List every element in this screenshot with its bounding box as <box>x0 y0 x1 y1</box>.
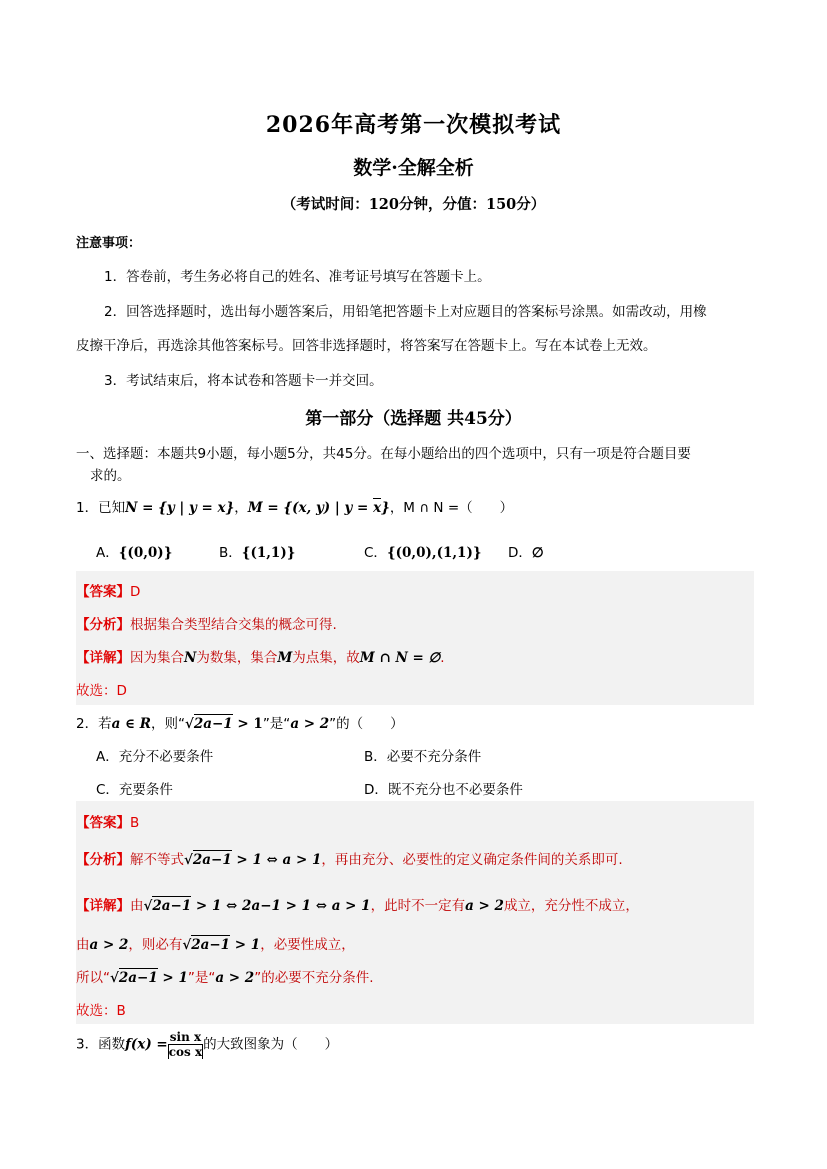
q2-condition-2: a > 2 <box>290 716 330 732</box>
q3-numerator: sin x <box>168 1030 203 1045</box>
q2-number: 2．若 <box>76 716 112 732</box>
section-intro-line-2: 求的。 <box>90 468 131 484</box>
q2-line2-expr: > 1 <box>230 937 261 953</box>
q1-detail-n: N <box>184 650 197 666</box>
page-subtitle: 数学·全解全析 <box>353 157 474 179</box>
q1-option-b-value: {(1,1)} <box>241 545 296 561</box>
q1-set-m-radical: x <box>373 500 382 516</box>
q1-detail-text-a: 因为集合 <box>130 650 184 666</box>
q1-detail-expr: M ∩ N = ∅ <box>359 650 441 666</box>
q2-detail-text-a: 由 <box>130 898 144 914</box>
q2-line2-text-b: ，则必有 <box>128 937 183 953</box>
q2-line2-radical: 2a−1 <box>191 937 231 953</box>
q1-option-a <box>96 541 172 561</box>
q1-choice-label: 故选： <box>76 683 117 699</box>
q1-number: 1．已知 <box>76 500 126 516</box>
q2-stem: 2．若a ∈ R，则“√2a−1 > 1”是“a > 2”的（ ） <box>76 716 404 732</box>
q2-detail-text-b: ，此时不一定有 <box>370 898 466 914</box>
q1-answer <box>76 580 140 600</box>
q2-analysis-text-b: ，再由充分、必要性的定义确定条件间的关系即可. <box>321 852 623 868</box>
q1-analysis <box>76 613 337 633</box>
q1-option-a-label: A． <box>96 545 119 561</box>
q2-detail-line-2: 由a > 2，则必有√2a−1 > 1，必要性成立， <box>76 937 355 953</box>
q1-stem-end: ，M ∩ N =（ ） <box>389 500 514 516</box>
q2-option-a: A．充分不必要条件 <box>96 749 214 765</box>
q1-analysis-tag: 【分析】 <box>76 617 130 633</box>
q3-fraction <box>168 1030 203 1059</box>
q1-answer-tag: 【答案】 <box>76 584 130 600</box>
q1-detail-m: M <box>277 650 293 666</box>
q2-answer-value: B <box>130 815 140 831</box>
q1-detail-tag: 【详解】 <box>76 650 130 666</box>
q2-analysis-text-a: 解不等式 <box>130 852 184 868</box>
q2-line2-text-c: ，必要性成立， <box>260 937 355 953</box>
q2-analysis: 【分析】解不等式√2a−1 > 1 ⇔ a > 1，再由充分、必要性的定义确定条件间的关系即可. <box>76 852 623 868</box>
q2-choice-label: 故选： <box>76 1003 117 1019</box>
q1-detail <box>76 646 445 666</box>
q2-line2-cond: a > 2 <box>89 937 129 953</box>
q2-line3-radical: 2a−1 <box>118 970 158 986</box>
q1-option-c-label: C． <box>364 545 387 561</box>
q2-choice <box>76 999 126 1019</box>
q2-detail-cond: a > 2 <box>465 898 504 914</box>
q1-stem <box>76 496 513 516</box>
notes-item-3: 3．考试结束后，将本试卷和答题卡一并交回。 <box>104 373 383 389</box>
q1-choice <box>76 679 127 699</box>
notes-item-2-line-2: 皮擦干净后，再选涂其他答案标号。回答非选择题时，将答案写在答题卡上。写在本试卷上无效。 <box>76 338 657 354</box>
q2-analysis-radical: 2a−1 <box>192 852 232 868</box>
q2-line3-text-a: 所以“ <box>76 970 110 986</box>
q2-is: ”是“ <box>262 716 291 732</box>
q2-radical: 2a−1 <box>193 716 233 732</box>
q2-option-d: D．既不充分也不必要条件 <box>364 782 523 798</box>
notes-item-1: 1．答卷前，考生务必将自己的姓名、准考证号填写在答题卡上。 <box>104 269 491 285</box>
q3-denominator: cos x <box>168 1045 203 1059</box>
q2-detail-text-c: 成立，充分性不成立， <box>503 898 639 914</box>
exam-meta: （考试时间：120分钟，分值：150分） <box>281 196 546 213</box>
q2-solution-box <box>76 801 754 1024</box>
q2-option-c: C．充要条件 <box>96 782 173 798</box>
q1-option-d-value: ∅ <box>531 545 544 561</box>
q2-analysis-tag: 【分析】 <box>76 852 130 868</box>
q1-option-c <box>364 541 482 561</box>
q2-detail-radical: 2a−1 <box>152 898 192 914</box>
q2-gt-one: > 1 <box>232 716 263 732</box>
q1-detail-text-c: 为点集，故 <box>292 650 360 666</box>
notes-heading: 注意事项： <box>76 236 142 251</box>
q3-stem <box>76 1030 338 1059</box>
q2-detail-line-1: 【详解】由√2a−1 > 1 ⇔ 2a−1 > 1 ⇔ a > 1，此时不一定有a > 2成立，充分性不成立， <box>76 898 639 914</box>
q2-condition: a ∈ R <box>111 716 151 732</box>
q1-set-m-post: } <box>381 500 390 516</box>
q1-option-c-value: {(0,0),(1,1)} <box>386 545 482 561</box>
q2-detail-tag: 【详解】 <box>76 898 130 914</box>
q2-detail-line-3: 所以“√2a−1 > 1”是“a > 2”的必要不充分条件. <box>76 970 374 986</box>
page-title: 2026年高考第一次模拟考试 <box>265 112 562 138</box>
q1-detail-text-d: . <box>440 650 445 666</box>
q3-number: 3．函数 <box>76 1036 126 1053</box>
q1-set-m-pre: M = {(x, y) | y = <box>247 500 374 516</box>
q1-choice-value: D <box>116 683 127 699</box>
q2-line3-text-b: ”是“ <box>187 970 216 986</box>
q1-option-d-label: D． <box>508 545 532 561</box>
q2-analysis-expr: > 1 ⇔ a > 1 <box>231 852 322 868</box>
q3-function: f(x) = <box>125 1036 168 1053</box>
q2-line3-expr: > 1 <box>157 970 188 986</box>
section-title: 第一部分（选择题 共45分） <box>305 409 522 429</box>
notes-item-2-line-1: 2．回答选择题时，选出每小题答案后，用铅笔把答题卡上对应题目的答案标号涂黑。如需改动，用橡 <box>104 304 707 320</box>
q2-detail-expr: > 1 ⇔ 2a−1 > 1 ⇔ a > 1 <box>191 898 371 914</box>
q2-answer <box>76 811 139 831</box>
q2-line3-text-c: ”的必要不充分条件. <box>254 970 374 986</box>
q1-option-d <box>508 541 544 561</box>
q1-option-b <box>219 541 295 561</box>
q1-solution-box <box>76 571 754 705</box>
q1-option-a-value: {(0,0)} <box>118 545 173 561</box>
q2-then: ，则“ <box>150 716 185 732</box>
q1-option-b-label: B． <box>219 545 242 561</box>
q1-analysis-text: 根据集合类型结合交集的概念可得. <box>130 617 337 633</box>
q2-line2-text-a: 由 <box>76 937 90 953</box>
q2-of: ”的（ ） <box>329 716 404 732</box>
q2-line3-cond: a > 2 <box>215 970 255 986</box>
q2-option-b: B．必要不充分条件 <box>364 749 482 765</box>
q1-sep: ， <box>234 500 248 516</box>
q1-answer-value: D <box>130 584 141 600</box>
q2-choice-value: B <box>116 1003 126 1019</box>
section-intro-line-1: 一、选择题：本题共9小题，每小题5分，共45分。在每小题给出的四个选项中，只有一项是符合题目要 <box>76 446 691 462</box>
q1-detail-text-b: 为数集，集合 <box>196 650 278 666</box>
q1-set-n: N = {y | y = x} <box>125 500 235 516</box>
q3-tail: 的大致图象为（ ） <box>203 1036 339 1053</box>
q2-answer-tag: 【答案】 <box>76 815 130 831</box>
